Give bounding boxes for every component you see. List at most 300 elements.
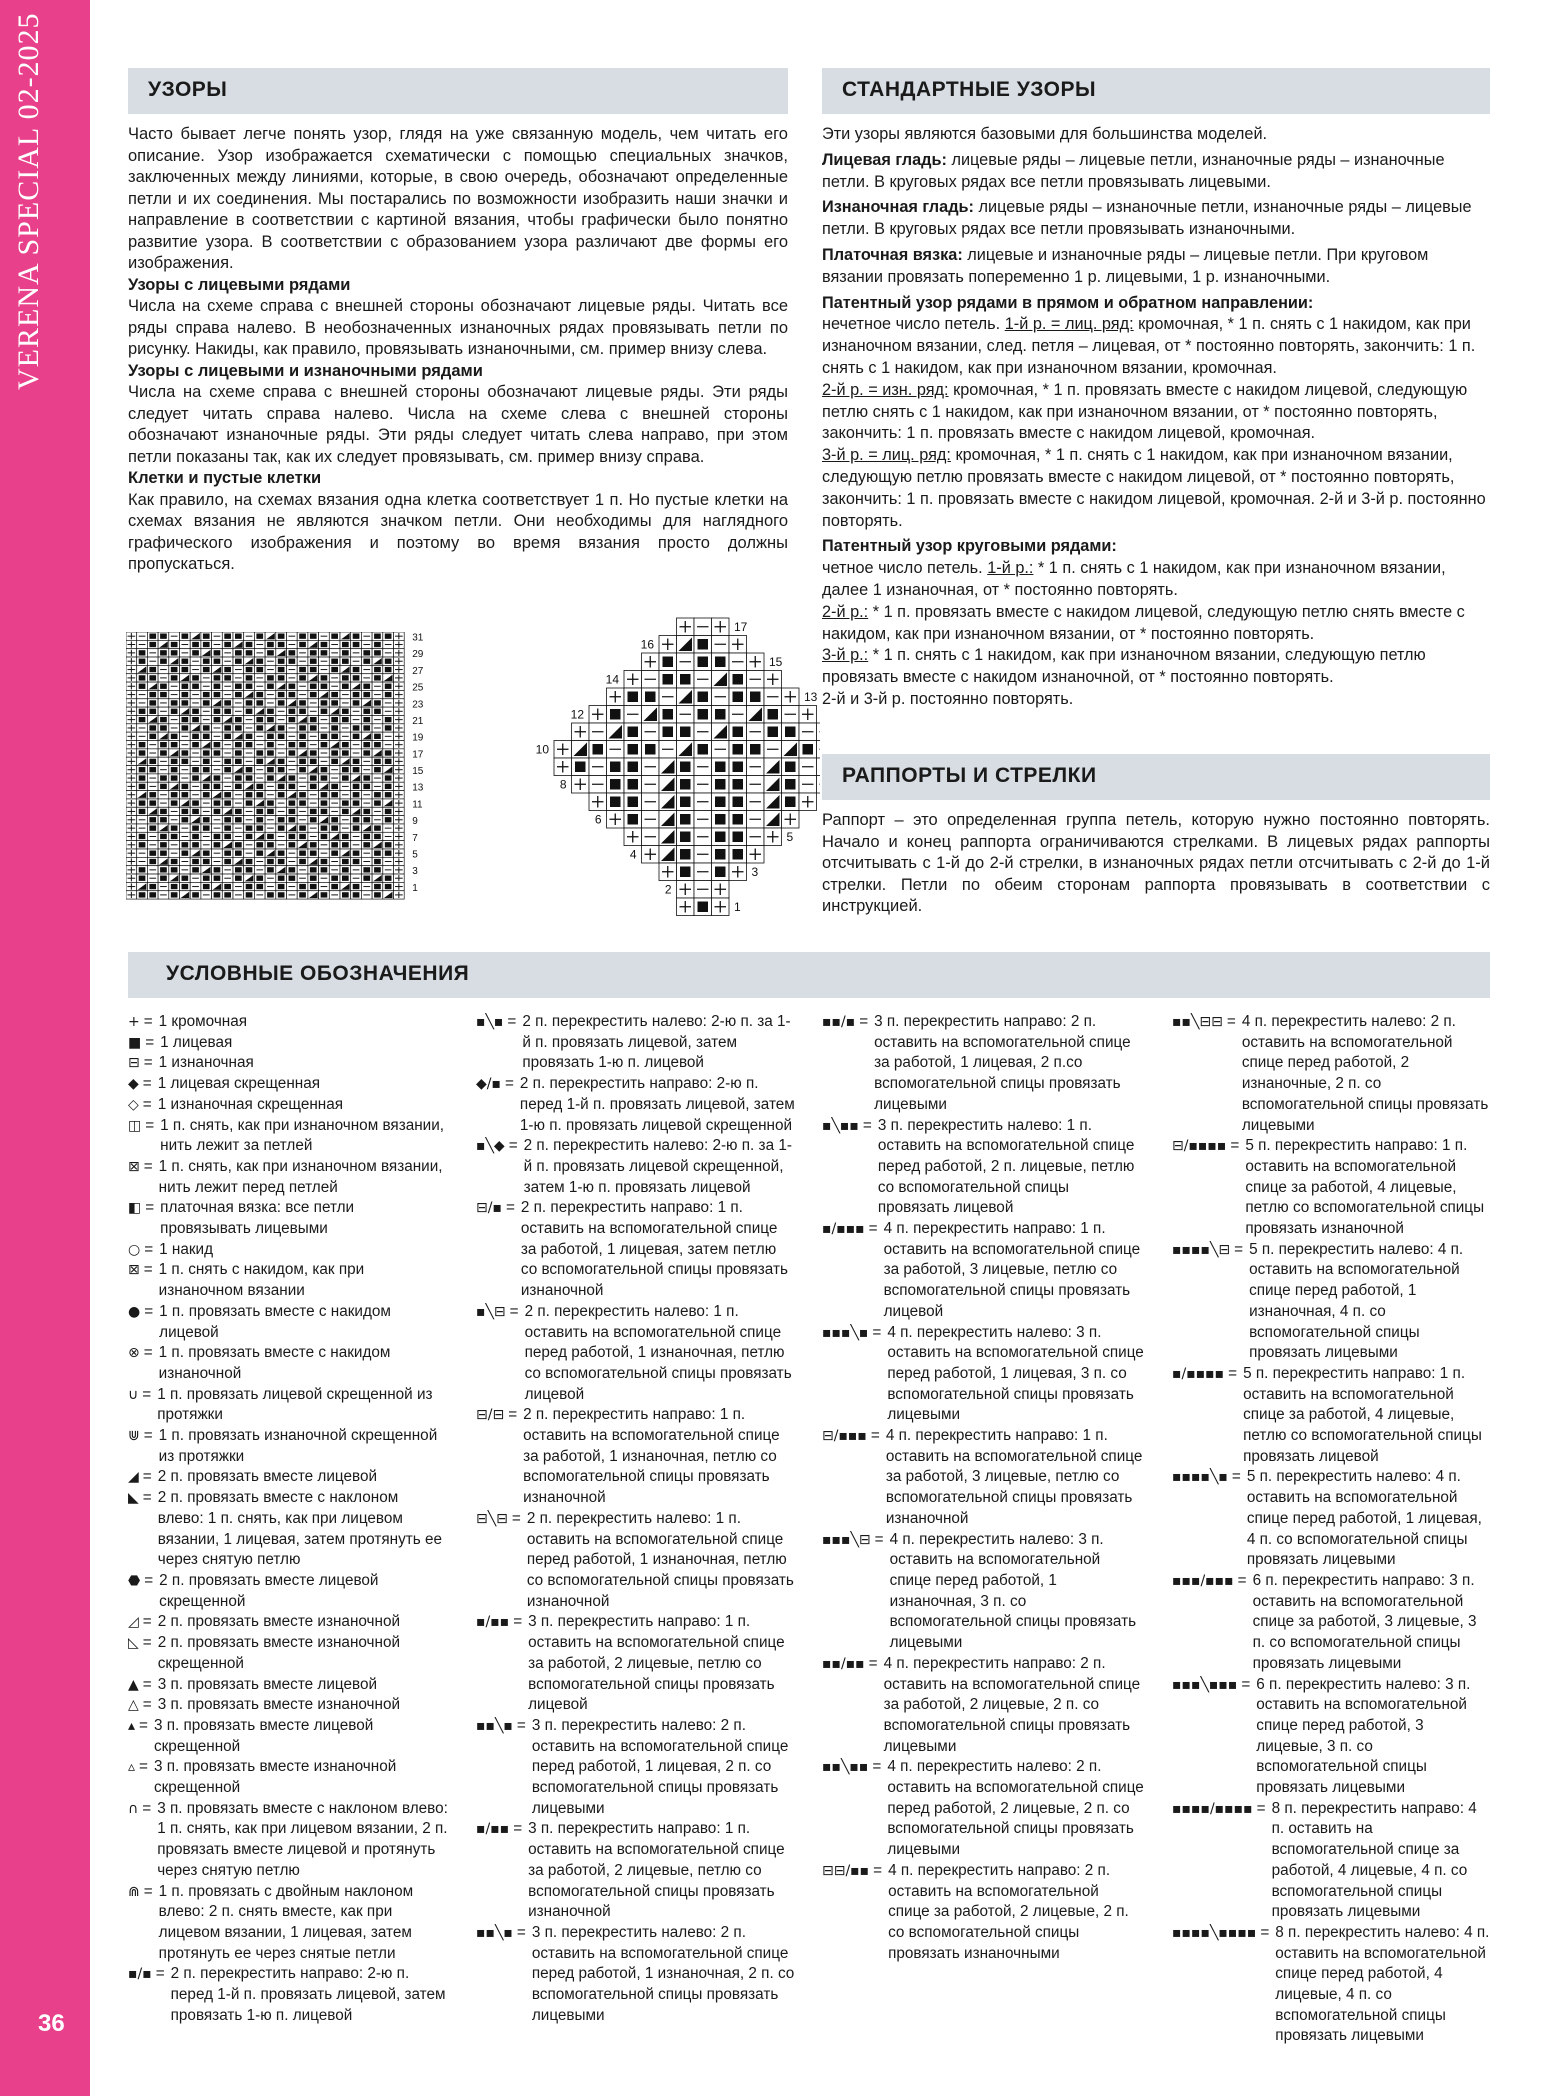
knit-stitch [214, 684, 221, 689]
row-number: 7 [412, 832, 418, 844]
knit-stitch [342, 775, 349, 780]
stockinette-text: лицевые ряды – лицевые петли, изнаночные ряды – изнаночные петли. В круговых рядах все петли провязывать лицевыми. [822, 150, 1445, 191]
knit-stitch [698, 709, 709, 720]
knit-stitch [203, 634, 210, 639]
row-number: 4 [629, 847, 637, 862]
knit-stitch [363, 684, 370, 689]
knit-stitch [203, 859, 210, 864]
knit-stitch [278, 700, 285, 705]
knit-stitch [289, 717, 296, 722]
legend-item [128, 1012, 448, 1033]
knit-stitch [299, 675, 306, 680]
legend-item [128, 1716, 448, 1757]
legend-text: 2 п. перекрестить налево: 2-ю п. за 1-й п. провязать лицевой скрещенной, затем 1-ю п. провязать лицевой [523, 1137, 792, 1196]
knit-stitch [299, 642, 306, 647]
legend-item [476, 1074, 796, 1136]
knit-stitch [192, 650, 199, 655]
legend-item [128, 1964, 448, 2026]
equals-sign: = [139, 1758, 148, 1776]
reverse-text: лицевые ряды – изнаночные петли, изнаночные ряды – лицевые петли. В круговых рядах все петли провязывать изнаночными. [822, 198, 1472, 239]
row-number: 1 [412, 882, 418, 894]
knit-stitch [203, 700, 210, 705]
legend-text: 1 лицевая [160, 1033, 233, 1051]
knit-stitch [278, 725, 285, 730]
knit-stitch [149, 692, 156, 697]
knit-stitch [149, 734, 156, 739]
round-row1 [822, 558, 1490, 602]
knit-stitch [698, 692, 709, 703]
knit-stitch [385, 876, 392, 881]
legend-text: 1 п. снять с накидом, как при изнаночном вязании [158, 1261, 365, 1300]
equals-sign: = [142, 1385, 152, 1403]
knit-stitch [192, 684, 199, 689]
stitch-symbol-icon: ▪▪╲⊟⊟ [1172, 1014, 1223, 1030]
knit-stitch [246, 892, 253, 897]
knit-stitch [610, 779, 621, 790]
knit-stitch [246, 834, 253, 839]
round-row3 [822, 645, 1490, 689]
knit-stitch [278, 634, 285, 639]
knit-stitch [214, 834, 221, 839]
knit-stitch [182, 850, 189, 855]
knit-stitch [289, 692, 296, 697]
repeats-banner [822, 754, 1490, 800]
equals-sign: = [145, 1033, 155, 1051]
knit-stitch [267, 684, 274, 689]
knit-stitch [299, 767, 306, 772]
knit-stitch [374, 892, 381, 897]
knit-stitch [385, 842, 392, 847]
knit-stitch [203, 759, 210, 764]
knit-stitch [267, 717, 274, 722]
knit-stitch [628, 779, 639, 790]
knit-stitch [267, 775, 274, 780]
knit-rows-heading: Узоры с лицевыми рядами [128, 275, 351, 294]
knit-stitch [139, 867, 146, 872]
cells-text: Как правило, на схемах вязания одна клетка соответствует 1 п. Но пустые клетки на схемах вязания не являются значком петли. Они необходимы для наглядного графического изображения и поэтому во время вязания просто должны пропускаться. [128, 490, 788, 573]
brioche-row3-label: 3-й р. = лиц. ряд: [822, 446, 951, 465]
equals-sign: = [142, 1634, 152, 1652]
brioche-row2-text: кромочная, * 1 п. провязать вместе с накидом лицевой, следующую петлю снять с 1 накидом, как при изнаночном вязании, от * постоянно повторять, закончить: 1 п. провязать вместе с накидом лицевой, кромочная. [822, 380, 1468, 443]
legend-item [128, 1343, 448, 1384]
legend-item [476, 1136, 796, 1198]
knit-stitch [715, 814, 726, 825]
knit-stitch [353, 667, 360, 672]
knit-stitch [182, 717, 189, 722]
legend-item [476, 1012, 796, 1074]
equals-sign: = [1260, 1923, 1270, 1941]
knit-stitch [149, 667, 156, 672]
knit-stitch [214, 775, 221, 780]
knit-stitch [331, 825, 338, 830]
knit-stitch [374, 642, 381, 647]
repeats-text: Раппорт – это определенная группа петель, которую нужно постоянно повторять. Начало и конец раппорта ограничиваются стрелками. В лицевых рядах раппорты отсчитывать с 1-й до 2-й стрелки, в изнаночных рядах петли отсчитывать с 2-й до 1-й стрелки. Петли по обеим сторонам раппорта провязывать в соответствии с инструкцией. [822, 811, 1490, 915]
knit-stitch [593, 744, 604, 755]
row-number: 14 [605, 672, 619, 687]
knit-stitch [192, 775, 199, 780]
stitch-symbol-icon: ◣ [128, 1490, 139, 1507]
knit-stitch [267, 842, 274, 847]
knit-stitch [214, 750, 221, 755]
row-number: 23 [412, 699, 424, 711]
stitch-symbol-icon: ⊟/▪▪▪▪ [1172, 1138, 1227, 1155]
knit-stitch [680, 849, 691, 860]
row-number: 6 [594, 812, 602, 827]
equals-sign: = [1234, 1240, 1244, 1258]
legend-text: 4 п. перекрестить направо: 2 п. оставить на вспомогательной спице за работой, 2 лицевые, 2 п. со вспомогательной спицы провязать изнаночными [888, 1861, 1129, 1962]
knit-stitch [321, 892, 328, 897]
legend-text: 2 п. провязать вместе изнаночной скрещенной [157, 1634, 401, 1672]
knit-stitch [160, 742, 167, 747]
knit-stitch [680, 797, 691, 808]
stitch-symbol-icon: ⋒ [128, 1883, 140, 1900]
standard-column [822, 124, 1490, 711]
knit-stitch [331, 734, 338, 739]
knit-stitch [299, 700, 306, 705]
knit-stitch [256, 700, 263, 705]
row-number: 8 [559, 777, 567, 792]
knit-stitch [267, 642, 274, 647]
knit-stitch [310, 809, 317, 814]
equals-sign: = [1256, 1799, 1266, 1817]
legend-text: 1 п. провязать лицевой скрещенной из протяжки [157, 1385, 433, 1424]
legend-text: 1 кромочная [158, 1013, 248, 1030]
knit-stitch [353, 692, 360, 697]
legend-text: 3 п. провязать вместе лицевой скрещенной [153, 1716, 374, 1755]
legend-item [1172, 1240, 1490, 1364]
knit-stitch [139, 784, 146, 789]
knit-stitch [353, 634, 360, 639]
legend-text: 1 накид [159, 1240, 214, 1258]
knit-stitch [224, 734, 231, 739]
legend-text: 3 п. провязать вместе изнаночной [157, 1696, 401, 1714]
knit-stitch [149, 792, 156, 797]
legend-title: УСЛОВНЫЕ ОБОЗНАЧЕНИЯ [166, 962, 470, 985]
knit-stitch [299, 825, 306, 830]
equals-sign: = [143, 1157, 153, 1175]
equals-sign: = [1241, 1675, 1251, 1693]
knit-stitch [267, 650, 274, 655]
knit-stitch [203, 642, 210, 647]
knit-stitch [256, 634, 263, 639]
knit-stitch [331, 876, 338, 881]
knit-stitch [267, 809, 274, 814]
knit-stitch [768, 727, 779, 738]
knit-stitch [321, 767, 328, 772]
knit-stitch [645, 744, 656, 755]
knit-stitch [267, 800, 274, 805]
knit-stitch [224, 834, 231, 839]
knit-stitch [750, 744, 761, 755]
equals-sign: = [145, 1116, 155, 1134]
stitch-symbol-icon: + [128, 1014, 140, 1030]
row-number: 25 [412, 682, 424, 694]
knit-stitch [628, 744, 639, 755]
knit-stitch [256, 692, 263, 697]
cells-heading: Клетки и пустые клетки [128, 469, 322, 487]
knit-stitch [160, 692, 167, 697]
legend-text: 4 п. перекрестить направо: 1 п. оставить на вспомогательной спице за работой, 3 лицевые, петлю со вспомогательной спицы провязать лицевой [883, 1220, 1141, 1320]
chart-cell [817, 723, 821, 741]
knit-stitch [235, 842, 242, 847]
knit-stitch [224, 767, 231, 772]
knit-stitch [310, 634, 317, 639]
legend-item [822, 1323, 1144, 1427]
both-rows-heading: Узоры с лицевыми и изнаночными рядами [128, 361, 483, 380]
knit-stitch [715, 832, 726, 843]
equals-sign: = [144, 1302, 154, 1320]
knit-stitch [246, 867, 253, 872]
knit-stitch [149, 709, 156, 714]
knit-stitch [246, 650, 253, 655]
knit-stitch [171, 792, 178, 797]
legend-item [1172, 1467, 1490, 1571]
knit-stitch [374, 734, 381, 739]
row-number: 5 [786, 830, 794, 844]
equals-sign: = [1230, 1137, 1240, 1155]
garter-text: лицевые и изнаночные ряды – лицевые петли. При круговом вязании провязать попеременно 1 р. лицевыми, 1 р. изнаночными. [822, 245, 1429, 286]
knit-stitch [182, 684, 189, 689]
knit-stitch [331, 850, 338, 855]
knit-stitch [256, 817, 263, 822]
knit-stitch [353, 825, 360, 830]
knit-stitch [310, 876, 317, 881]
stitch-symbol-icon: ▪▪▪▪/▪▪▪▪ [1172, 1800, 1253, 1817]
knit-stitch [321, 834, 328, 839]
stitch-symbol-icon: ▪╲▪▪ [822, 1117, 859, 1134]
knit-stitch [192, 734, 199, 739]
legend-item [822, 1757, 1144, 1861]
equals-sign: = [142, 1468, 152, 1486]
legend-item [822, 1219, 1144, 1323]
knit-stitch [733, 692, 744, 703]
knit-stitch [192, 800, 199, 805]
knit-stitch [289, 709, 296, 714]
chart-cell [817, 758, 821, 776]
knit-stitch [363, 717, 370, 722]
knit-stitch [160, 775, 167, 780]
knit-stitch [374, 825, 381, 830]
equals-sign: = [144, 1571, 154, 1589]
equals-sign: = [143, 1054, 153, 1072]
brioche-row3 [822, 445, 1490, 532]
knit-stitch [374, 767, 381, 772]
legend-item [128, 1033, 448, 1054]
legend-text: 2 п. перекрестить налево: 2-ю п. за 1-й п. провязать лицевой, затем провязать 1-ю п. лицевой [522, 1013, 791, 1072]
knit-stitch [733, 797, 744, 808]
chart-knit-rows [126, 632, 531, 902]
knit-stitch [214, 876, 221, 881]
knit-stitch [363, 725, 370, 730]
row-number: 15 [412, 766, 424, 778]
knit-stitch [256, 884, 263, 889]
knit-stitch [331, 692, 338, 697]
knit-stitch [310, 775, 317, 780]
knit-stitch [160, 684, 167, 689]
knit-stitch [715, 867, 726, 878]
equals-sign: = [1226, 1013, 1236, 1030]
knit-stitch [203, 850, 210, 855]
legend-item [1172, 1012, 1490, 1136]
knit-stitch [139, 834, 146, 839]
knit-stitch [235, 684, 242, 689]
knit-stitch [246, 859, 253, 864]
knit-stitch [310, 667, 317, 672]
knit-stitch [256, 809, 263, 814]
knit-stitch [171, 767, 178, 772]
knit-stitch [139, 892, 146, 897]
equals-sign: = [509, 1302, 519, 1320]
both-rows-text: Числа на схеме справа с внешней стороны обозначают лицевые ряды. Эти ряды следует читать справа налево. Числа на схеме слева с внешней стороны обозначают изнаночные ряды. Эти ряды следует читать слева направо, при этом петли показаны так, как их следует провязывать, см. пример внизу справа. [128, 383, 788, 466]
knit-stitch [149, 700, 156, 705]
knit-stitch [299, 859, 306, 864]
knit-stitch [310, 867, 317, 872]
knit-stitch [149, 725, 156, 730]
knit-stitch [149, 634, 156, 639]
stitch-symbol-icon: ▪╲▪ [476, 1014, 504, 1030]
knit-stitch [289, 809, 296, 814]
knit-stitch [246, 800, 253, 805]
legend-text: 2 п. перекрестить налево: 1 п. оставить на вспомогательной спице перед работой, 1 изнаночная, петлю со вспомогательной спицы провязать лицевой [524, 1302, 792, 1403]
stitch-symbol-icon: ◿ [128, 1614, 139, 1631]
equals-sign: = [155, 1965, 165, 1983]
knit-stitch [331, 725, 338, 730]
legend-text: 2 п. провязать вместе лицевой скрещенной [159, 1571, 379, 1610]
legend-item [128, 1074, 448, 1095]
legend-text: 3 п. перекрестить направо: 1 п. оставить на вспомогательной спице за работой, 2 лицевые, петлю со вспомогательной спицы провязать изнаночной [528, 1820, 785, 1921]
knit-stitch [342, 767, 349, 772]
knit-stitch [385, 717, 392, 722]
knit-stitch [267, 734, 274, 739]
knit-stitch [353, 642, 360, 647]
legend-text: 1 п. снять, как при изнаночном вязании, нить лежит перед петлей [158, 1157, 443, 1196]
knit-stitch [733, 674, 744, 685]
knit-stitch [278, 884, 285, 889]
knit-stitch [224, 884, 231, 889]
knit-stitch [321, 734, 328, 739]
knit-stitch [182, 634, 189, 639]
knit-stitch [171, 884, 178, 889]
knit-stitch [331, 784, 338, 789]
knit-stitch [374, 759, 381, 764]
stitch-symbol-icon: ▪▪▪╲▪▪▪ [1172, 1676, 1238, 1693]
knit-stitch [278, 659, 285, 664]
row-number: 12 [570, 707, 584, 722]
legend-item [128, 1260, 448, 1301]
legend-text: 1 п. провязать изнаночной скрещенной из протяжки [158, 1427, 438, 1465]
knit-stitch [342, 709, 349, 714]
knit-stitch [785, 779, 796, 790]
knit-stitch [171, 734, 178, 739]
knit-stitch [192, 675, 199, 680]
legend-text: 3 п. перекрестить налево: 2 п. оставить на вспомогательной спице перед работой, 1 лицевая, 2 п. со вспомогательной спицы провязать лицевыми [531, 1716, 789, 1817]
row-number: 13 [804, 690, 818, 704]
knit-stitch [715, 849, 726, 860]
knit-stitch [203, 767, 210, 772]
knit-stitch [733, 779, 744, 790]
knit-stitch [768, 709, 779, 720]
stitch-symbol-icon: ▪▪╲▪ [476, 1717, 513, 1734]
knit-stitch [342, 642, 349, 647]
knit-stitch [385, 759, 392, 764]
standard-banner [822, 68, 1490, 114]
row-number: 16 [640, 637, 654, 652]
stitch-symbol-icon: ▪▪▪╲⊟ [822, 1531, 871, 1548]
round-row2 [822, 602, 1490, 646]
legend-item [128, 1157, 448, 1198]
knit-stitch [139, 876, 146, 881]
legend-text: 1 изнаночная [158, 1054, 254, 1072]
chart-both-rows [530, 612, 820, 920]
legend-item [128, 1882, 448, 1965]
round-row2-text: * 1 п. провязать вместе с накидом лицевой, следующую петлю снять вместе с накидом, как при изнаночном вязании, от * постоянно повторять. [822, 602, 1465, 643]
legend-text: 2 п. перекрестить направо: 1 п. оставить на вспомогательной спице за работой, 1 изнаночная, петлю со вспомогательной спицы провязать изнаночной [523, 1406, 780, 1507]
stitch-symbol-icon: ▪▪▪/▪▪▪ [1172, 1572, 1234, 1589]
knit-stitch [224, 667, 231, 672]
knit-stitch [310, 717, 317, 722]
equals-sign: = [868, 1654, 878, 1672]
knit-stitch [342, 859, 349, 864]
knit-stitch [385, 684, 392, 689]
knit-stitch [139, 800, 146, 805]
knit-stitch [267, 675, 274, 680]
knit-stitch [321, 867, 328, 872]
knit-stitch [160, 717, 167, 722]
knit-stitch [235, 809, 242, 814]
knit-stitch [203, 659, 210, 664]
knit-stitch [785, 762, 796, 773]
knit-stitch [321, 709, 328, 714]
knit-stitch [203, 876, 210, 881]
knit-stitch [342, 867, 349, 872]
knit-stitch [235, 742, 242, 747]
knit-stitch [299, 725, 306, 730]
knit-stitch [171, 867, 178, 872]
knit-stitch [363, 659, 370, 664]
chart-cell [817, 741, 821, 759]
knit-stitch [680, 867, 691, 878]
knit-stitch [374, 634, 381, 639]
legend-text: 4 п. перекрестить налево: 3 п. оставить на вспомогательной спице перед работой, 1 изнаночная, 3 п. со вспомогательной спицы провязать лицевыми [889, 1530, 1137, 1652]
knit-stitch [310, 692, 317, 697]
knit-stitch [331, 759, 338, 764]
knit-stitch [610, 762, 621, 773]
equals-sign: = [516, 1923, 526, 1941]
knit-stitch [160, 784, 167, 789]
knit-stitch [385, 792, 392, 797]
knit-stitch [224, 709, 231, 714]
knit-stitch [214, 675, 221, 680]
knit-stitch [299, 892, 306, 897]
knit-stitch [353, 784, 360, 789]
knit-stitch [171, 834, 178, 839]
knit-stitch [149, 817, 156, 822]
equals-sign: = [862, 1116, 872, 1134]
knit-stitch [182, 809, 189, 814]
stitch-symbol-icon: ▲ [128, 1676, 139, 1693]
knit-stitch [182, 817, 189, 822]
knit-stitch [342, 659, 349, 664]
knit-stitch [310, 684, 317, 689]
legend-text: 8 п. перекрестить налево: 4 п. оставить на вспомогательной спице перед работой, 4 лицевые, 4 п. со вспомогательной спицы провязать лицевыми [1275, 1923, 1490, 2045]
knit-stitch [363, 742, 370, 747]
knit-stitch [321, 809, 328, 814]
knit-stitch [192, 809, 199, 814]
legend-item [128, 1467, 448, 1488]
legend-text: 3 п. провязать вместе лицевой [157, 1675, 377, 1693]
knit-stitch [385, 634, 392, 639]
knit-stitch [374, 742, 381, 747]
